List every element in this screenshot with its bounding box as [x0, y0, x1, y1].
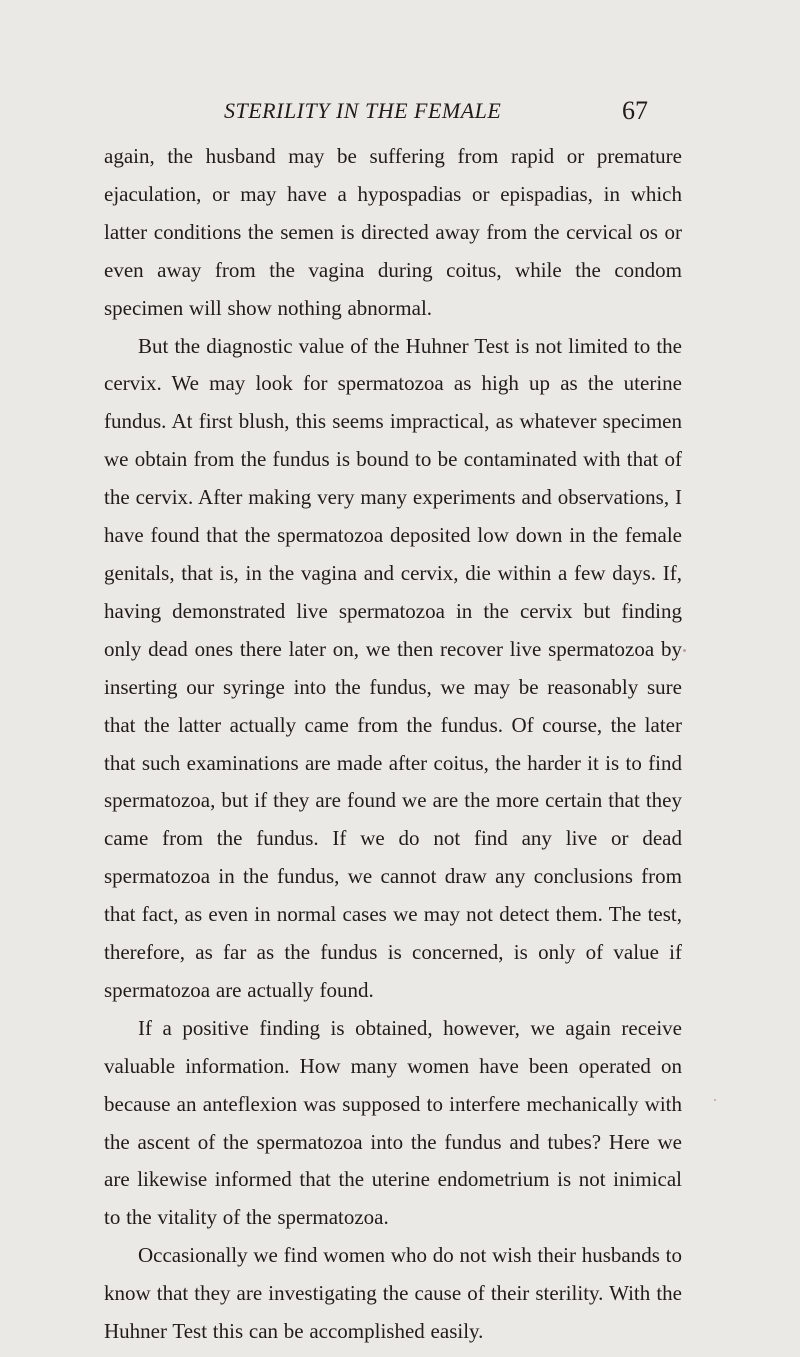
paragraph-1: again, the husband may be suffering from rapid or premature ejaculation, or may have a hypospadias or epispadias, in which latter conditions the semen is directed away from the cervical os or even away from the vagina during coitus, while the condom specimen will show nothing abnormal. — [104, 144, 682, 320]
paper-speck — [714, 1099, 716, 1101]
body-text — [104, 138, 682, 1351]
paper-speck — [683, 649, 686, 652]
paragraph-3: If a positive finding is obtained, however, we again receive valuable information. How many women have been operated on because an anteflexion was supposed to interfere mechanically with the ascent of the spermatozoa into the fundus and tubes? Here we are likewise informed that the uterine endometrium is not inimical to the vitality of the spermatozoa. — [104, 1015, 682, 1230]
running-head: STERILITY IN THE FEMALE — [224, 98, 502, 123]
paragraph-2: But the diagnostic value of the Huhner Test is not limited to the cervix. We may look for spermatozoa as high up as the uterine fundus. At first blush, this seems impractical, as whatever specimen we obtain from the fundus is bound to be contaminated with that of the cervix. After making very many experiments and observations, I have found that the spermatozoa deposited low down in the female genitals, that is, in the vagina and cervix, die within a few days. If, having demonstrated live spermatozoa in the cervix but finding only dead ones there later on, we then recover live spermatozoa by inserting our syringe into the fundus, we may be reasonably sure that the latter actually came from the fundus. Of course, the later that such examinations are made after coitus, the harder it is to find spermatozoa, but if they are found we are the more certain that they came from the fundus. If we do not find any live or dead spermatozoa in the fundus, we cannot draw any conclusions from that fact, as even in normal cases we may not detect them. The test, therefore, as far as the fundus is concerned, is only of value if spermatozoa are actually found. — [104, 333, 682, 1002]
paragraph-4: Occasionally we find women who do not wish their husbands to know that they are investigating the cause of their sterility. With the Huhner Test this can be accomplished easily. — [104, 1243, 682, 1344]
page-number: 67 — [622, 96, 648, 125]
